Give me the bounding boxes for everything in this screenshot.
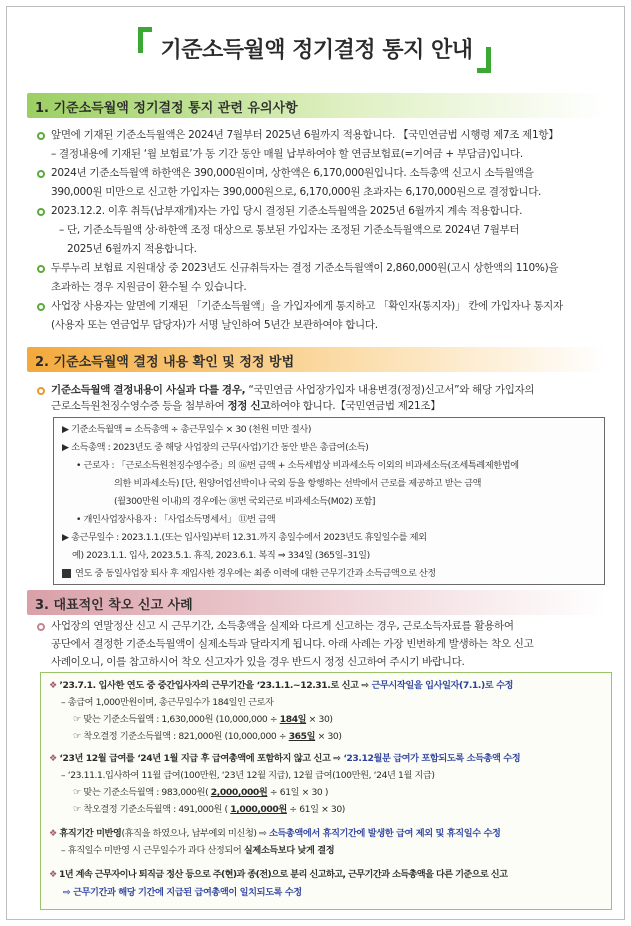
case3-head-c: 소득총액에서 휴직기간에 발생한 급여 제외 및 휴직일수 수정 — [268, 828, 501, 839]
box-line-3: 의한 비과세소득) [단, 원양어업선박이나 국외 등을 항행하는 선박에서 근로를 제공하고 받는 금액 — [114, 478, 482, 489]
s2-intro-2a: 근로소득원천징수영수증 등을 첨부하여 — [51, 400, 228, 412]
bullet-icon — [37, 170, 45, 178]
box-line-4: (월300만원 이내)의 경우에는 ⑱번 국외근로 비과세소득(M02) 포함] — [114, 496, 376, 507]
case2-l2a: ☞ 맞는 기준소득월액 : 983,000원( — [73, 787, 211, 798]
s1-line-9: 사업장 사용자는 앞면에 기재된 「기준소득월액」을 가입자에게 통지하고 「확인자(통지자)」 칸에 가입자나 통지자 — [51, 300, 563, 312]
case1-l3 — [73, 730, 342, 744]
case3-head-b: (휴직을 하였으나, 납부예외 미신청) ⇨ — [121, 828, 269, 839]
case1-l3a: ☞ 착오결정 기준소득월액 : 821,000원 (10,000,000 ÷ — [73, 731, 289, 742]
case1-l2a: ☞ 맞는 기준소득월액 : 1,630,000원 (10,000,000 ÷ — [73, 714, 280, 725]
diamond-icon: ❖ — [49, 869, 57, 880]
case1-head-b: 근무시작일을 입사일자(7.1.)로 수정 — [371, 680, 514, 691]
diamond-icon: ❖ — [49, 828, 57, 839]
case2-head-a: ‘23년 12월 급여를 ‘24년 1월 지급 후 급여총액에 포함하지 않고 신고 ⇨ — [59, 753, 344, 764]
s1-line-4: 2023.12.2. 이후 취득(납부재개)자는 가입 당시 결정된 기준소득월액을 2025년 6월까지 계속 적용합니다. — [51, 205, 523, 217]
case3-head-a: 휴직기간 미반영 — [59, 828, 122, 839]
s2-intro-2b: 정정 신고 — [227, 400, 271, 412]
title-area — [7, 23, 626, 73]
s2-intro-bold: 기준소득월액 결정내용이 사실과 다를 경우, — [51, 384, 246, 396]
s1-line-7: 두루누리 보험료 지원대상 중 2023년도 신규취득자는 결정 기준소득월액이 2,860,000원(고시 상한액의 110%)을 — [51, 262, 559, 274]
s3-intro-0: 사업장의 연말정산 신고 시 근무기간, 소득총액을 실제와 다르게 신고하는 경우, 근로소득자료를 활용하여 — [51, 620, 514, 632]
section3-heading: 3. 대표적인 착오 신고 사례 — [35, 598, 193, 613]
bullet-icon — [37, 265, 45, 273]
s1-line-8: 초과하는 경우 지원금이 환수될 수 있습니다. — [51, 281, 247, 293]
case2-l3b: 1,000,000원 — [230, 804, 287, 815]
box-line-6: ▶ 총근무일수 : 2023.1.1.(또는 입사일)부터 12.31.까지 총일수에서 2023년도 휴일일수를 제외 — [62, 532, 427, 543]
bullet-icon — [37, 387, 45, 395]
s3-intro-1: 공단에서 결정한 기준소득월액이 실제소득과 달라지게 됩니다. 아래 사례는 가장 빈번하게 발생하는 착오 신고 — [51, 638, 534, 650]
title-bracket-right — [477, 47, 491, 73]
s2-intro-rest: “국민연금 사업장가입자 내용변경(정정)신고서”와 해당 가입자의 — [245, 384, 535, 396]
s1-line-0: 앞면에 기재된 기준소득월액은 2024년 7월부터 2025년 6월까지 적용합니다. 【국민연금법 시행령 제7조 제1항】 — [51, 129, 559, 141]
case1-l2c: × 30) — [306, 714, 333, 725]
box-line-7: 예) 2023.1.1. 입사, 2023.5.1. 휴직, 2023.6.1. 복직 ⇒ 334일 (365일–31일) — [72, 550, 370, 561]
bullet-icon — [37, 303, 45, 311]
case1-l2b: 184일 — [279, 714, 307, 725]
case3-l1b: 실제소득보다 낮게 결정 — [243, 845, 335, 856]
note-square-icon — [62, 569, 71, 578]
calculation-box — [53, 417, 605, 585]
box-line-5: • 개인사업장사용자 : 「사업소득명세서」 ⑪번 금액 — [76, 514, 276, 525]
case2-l2b: 2,000,000원 — [210, 787, 268, 798]
notice-page — [6, 6, 625, 920]
case2-l3a: ☞ 착오결정 기준소득월액 : 491,000원 ( — [73, 804, 231, 815]
bullet-icon — [37, 208, 45, 216]
s2-intro-2c: 하여야 합니다.【국민연금법 제21조】 — [270, 400, 441, 412]
s2-intro-line-1 — [51, 383, 534, 397]
case1-head-a: ’23.7.1. 입사한 연도 중 중간입사자의 근무기간을 ‘23.1.1.~12.31.로 신고 ⇨ — [59, 680, 372, 691]
case4-sub-text: ⇨ 근무기간과 해당 기간에 지급된 급여총액이 일치되도록 수정 — [63, 887, 302, 898]
s3-intro-2: 사례이오니, 이를 참고하시어 착오 신고자가 있을 경우 반드시 정정 신고하여 주시기 바랍니다. — [51, 656, 465, 668]
box-line-2: • 근로자 : 「근로소득원천징수영수증」의 ⑯번 금액 + 소득세법상 비과세소득 이외의 비과세소득(조세특례제한법에 — [76, 460, 519, 471]
case1-l3c: × 30) — [315, 731, 342, 742]
diamond-icon: ❖ — [49, 753, 57, 764]
box-line-8: 연도 중 동일사업장 퇴사 후 재입사한 경우에는 최종 이력에 대한 근무기간과 소득금액으로 산정 — [75, 568, 436, 579]
section3-header — [27, 590, 607, 615]
page-title: 기준소득월액 정기결정 통지 안내 — [160, 38, 473, 63]
case2-l2 — [73, 786, 328, 800]
case2-l3 — [73, 803, 345, 817]
section2-heading: 2. 기준소득월액 결정 내용 확인 및 정정 방법 — [35, 355, 295, 370]
s2-intro-line-2 — [51, 399, 440, 413]
case3-head — [49, 827, 500, 841]
case2-l1: – ‘23.11.1.입사하여 11월 급여(100만원, ‘23년 12월 지급), 12월 급여(100만원, ‘24년 1월 지급) — [61, 770, 435, 781]
section1-header — [27, 93, 607, 118]
case2-head-b: ‘23.12월분 급여가 포함되도록 소득총액 수정 — [343, 753, 521, 764]
case3-l1a: – 휴직일수 미반영 시 근무일수가 과다 산정되어 — [61, 845, 244, 856]
diamond-icon: ❖ — [49, 680, 57, 691]
s1-line-6: 2025년 6월까지 적용합니다. — [67, 243, 197, 255]
case4-head-text: 1년 계속 근무자이나 퇴직금 정산 등으로 주(현)과 종(전)으로 분리 신고하고, 근무기간과 소득총액을 다른 기준으로 신고 — [58, 869, 508, 880]
cases-box — [40, 672, 612, 910]
case4-sub — [63, 886, 302, 900]
bullet-icon — [37, 132, 45, 140]
box-line-0: ▶ 기준소득월액 = 소득총액 ÷ 총근무일수 × 30 (천원 미만 절사) — [62, 424, 312, 435]
case2-head — [49, 752, 520, 766]
case1-l3b: 365일 — [288, 731, 316, 742]
s1-line-10: (사용자 또는 연금업무 담당자)가 서명 날인하여 5년간 보관하여야 합니다. — [51, 319, 378, 331]
s1-line-5: – 단, 기준소득월액 상·하한액 조정 대상으로 통보된 가입자는 조정된 기준소득월액으로 2024년 7월부터 — [59, 224, 520, 236]
s1-line-2: 2024년 기준소득월액 하한액은 390,000원이며, 상한액은 6,170,000원입니다. 소득총액 신고시 소득월액을 — [51, 167, 534, 179]
case1-l1: – 총급여 1,000만원이며, 총근무일수가 184일인 근로자 — [61, 697, 274, 708]
case3-l1 — [61, 844, 334, 858]
case2-l2c: ÷ 61일 × 30 ) — [267, 787, 329, 798]
s1-line-3: 390,000원 미만으로 신고한 가입자는 390,000원으로, 6,170,000원 초과자는 6,170,000원으로 결정합니다. — [51, 186, 542, 198]
case1-head — [49, 679, 513, 693]
case2-l3c: ÷ 61일 × 30) — [286, 804, 345, 815]
section1-heading: 1. 기준소득월액 정기결정 통지 관련 유의사항 — [35, 101, 298, 116]
section2-header — [27, 347, 607, 372]
s1-line-1: – 결정내용에 기재된 ‘월 보험료’가 동 기간 동안 매월 납부하여야 할 연금보험료(=기여금 + 부담금)입니다. — [51, 148, 523, 160]
case1-l2 — [73, 713, 333, 727]
box-line-1: ▶ 소득총액 : 2023년도 중 해당 사업장의 근무(사업)기간 동안 받은 총급여(소득) — [62, 442, 369, 453]
case4-head — [49, 868, 507, 882]
bullet-icon — [37, 623, 45, 631]
